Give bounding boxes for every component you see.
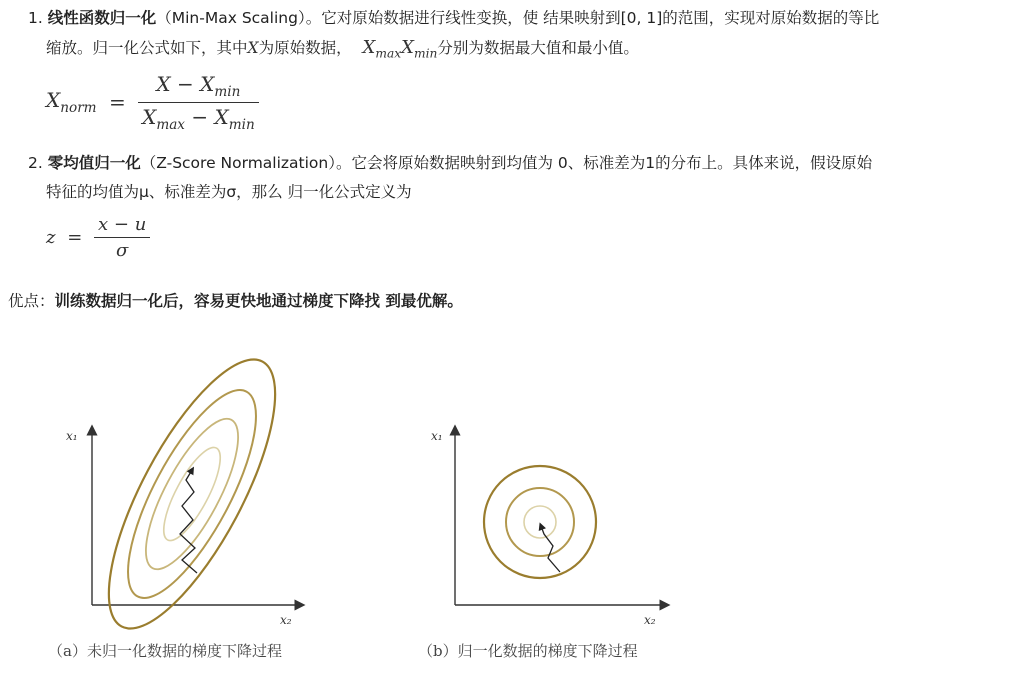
left-panel [48, 338, 307, 660]
item1-var-x: X [247, 39, 259, 57]
formula1-denominator: $X_{max} - X_{min}$ [142, 104, 255, 133]
formula1-fraction-bar [138, 102, 259, 103]
formula2-lhs: z [46, 227, 56, 248]
item2-desc-a: 。它会将原始数据映射到均值为 0、标准差为1的分布上。具体来说，假设原始 [336, 154, 873, 172]
left-y-axis-label: x₁ [66, 429, 78, 443]
item1-inline-min: $X_{min}$ [401, 37, 438, 61]
right-contour-mid [506, 488, 574, 556]
formula1-eq: = [108, 90, 126, 115]
item1-title: 线性函数归一化 [47, 9, 157, 27]
item1-desc-d: 分别为数据最大值和最小值。 [437, 39, 639, 57]
formula1-lhs: $X_{norm}$ [46, 88, 97, 117]
formula2-fraction [94, 214, 150, 261]
item2-line1 [28, 151, 872, 175]
item1-desc-a: 。它对原始数据进行线性变换，使 结果映射到[0, 1]的范围，实现对原始数据的等比 [305, 9, 880, 27]
left-x-axis-label: x₂ [280, 613, 292, 627]
advantage-label: 优点： [8, 292, 55, 310]
right-panel [418, 429, 665, 660]
item1-paren: （Min-Max Scaling） [156, 9, 306, 27]
right-x-axis-label: x₂ [644, 613, 656, 627]
formula-min-max [46, 72, 259, 133]
item1-desc-b: 缩放。归一化公式如下，其中 [46, 39, 248, 57]
item2-paren: （Z-Score Normalization） [140, 154, 336, 172]
item1-line1 [28, 6, 879, 30]
right-y-axis-label: x₁ [431, 429, 443, 443]
item2-number: 2. [28, 154, 43, 172]
right-contour-outer [484, 466, 596, 578]
advantage-text: 训练数据归一化后，容易更快地通过梯度下降找 到最优解。 [54, 292, 463, 310]
item1-line2 [46, 36, 639, 65]
item1-number: 1. [28, 9, 43, 27]
formula-z-score [46, 214, 150, 261]
item2-title: 零均值归一化 [47, 154, 141, 172]
formula2-denominator: σ [116, 240, 129, 261]
right-contour-inner [524, 506, 556, 538]
item1-desc-c: 为原始数据， [258, 39, 352, 57]
advantage-line [8, 289, 463, 313]
formula2-fraction-bar [94, 237, 150, 238]
right-caption: （b）归一化数据的梯度下降过程 [418, 642, 638, 660]
left-caption: （a）未归一化数据的梯度下降过程 [48, 642, 282, 660]
formula1-numerator: $X - X_{min}$ [156, 72, 241, 100]
item1-inline-max: $X_{max}$ [362, 37, 402, 61]
formula1-fraction [138, 72, 259, 133]
right-descent-path [541, 526, 560, 572]
item2-desc-b: 特征的均值为μ、标准差为σ，那么 归一化公式定义为 [46, 183, 412, 201]
formula2-eq: = [67, 227, 83, 248]
item2-line2 [46, 180, 412, 204]
gradient-descent-figure [0, 320, 1036, 686]
formula2-numerator: x − u [98, 214, 147, 235]
